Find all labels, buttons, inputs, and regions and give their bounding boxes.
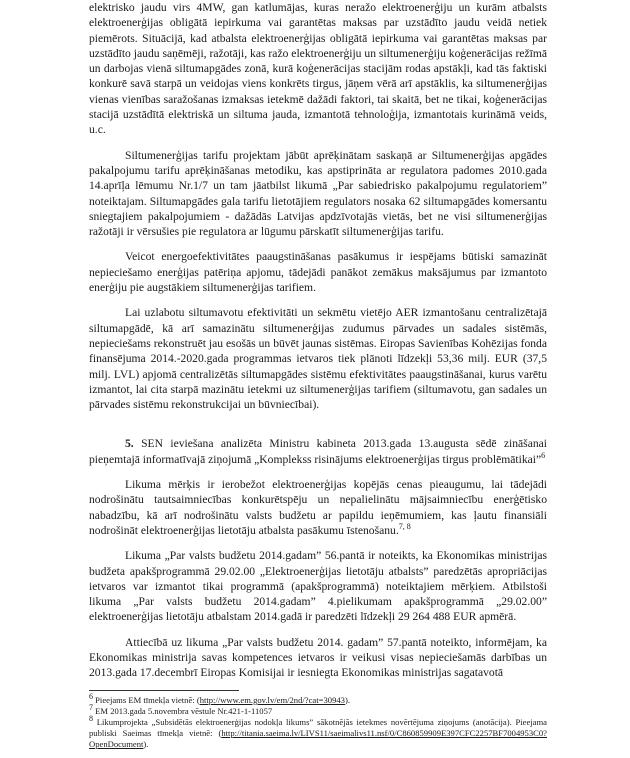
footnote-link[interactable]: http://www.em.gov.lv/em/2nd/?cat=30943 bbox=[199, 695, 345, 705]
footnote-tail: ). bbox=[344, 695, 350, 705]
section-number: 5. bbox=[125, 437, 134, 451]
body-text bbox=[89, 0, 547, 691]
footnote-tail: ). bbox=[143, 739, 149, 749]
footnote-number: 8 bbox=[89, 714, 93, 724]
footnote-6 bbox=[89, 692, 547, 706]
section-5-heading bbox=[89, 436, 547, 467]
paragraph-2: Siltumenerģijas tarifu projektam jābūt aprēķinātam saskaņā ar Siltumenerģijas apgādes pakalpojumu tarifu aprēķināšanas metodiku, kas apstiprināta ar regulatora padomes 2010.gada 14.aprīļa lēmumu Nr.1/7 un tam jāatbilst likumā „Par sabiedrisko pakalpojumu regulatoriem” noteiktajam. Siltumapgādes gala tarifu lietotājiem regulators nosaka 62 siltumapgādes komersantu sniegtajiem pakalpojumiem - dažādās Latvijas apdzīvotajās vietās, bet ne visi siltumenerģijas ražotāji ir vērsušies pie regulatora ar lūgumu pārskatīt siltumenerģijas tarifu. bbox=[89, 148, 547, 239]
footnote-ref-7-8[interactable]: 7, 8 bbox=[398, 522, 411, 532]
paragraph-3: Veicot energoefektivitātes paaugstināšanas pasākumus ir iespējams būtiski samazināt nepieciešamo enerģijas patēriņa apjomu, tādejādi panākot zemākus maksājumus par izmantoto enerģiju pie augstākiem siltumenerģijas tarifiem. bbox=[89, 250, 547, 295]
paragraph-6 bbox=[89, 477, 547, 538]
paragraph-6-text: Likuma mērķis ir ierobežot elektroenerģijas kopējās cenas pieaugumu, lai tādejādi nodrošinātu tautsaimniecības konkurētspēju un nepalielinātu mājsaimniecību enerģētisko nabadzību, kā arī nodrošinātu valsts budžetu ar papildu ieņēmumiem, kas ļautu finansiāli nodrošināt elektroenerģijas lietotāju atbalsta pasākumu īstenošanu. bbox=[89, 478, 547, 537]
paragraph-1: elektrisko jaudu virs 4MW, gan katlumājas, kuras neražo elektroenerģiju un kurām atbalsts elektroenerģijas obligātā iepirkuma vai garantētas maksas par uzstādīto jaudu veidā netiek piemērots. Situācijā, kad atbalsta elektroenerģijas obligātā iepirkuma vai garantētas maksas par uzstādīto jaudu saņēmēji, ražotāji, kas ražo elektroenerģiju un siltumenerģiju koģenerācijas režīmā un darbojas vienā siltumapgādes zonā, kurā koģenerācijas stacijām rodas apstākļi, kad tās faktiski konkurē savā starpā un veidojas viens konkrēts tirgus, jāņem vērā arī apstāklis, ka siltumenerģijas vienas vienības saražošanas izmaksas ietekmē dažādi faktori, tai skaitā, bet ne tikai, koģenerācijas stacijā uzstādītā elektriskā un siltuma jauda, izmantotā tehnoloģija, izmantotais kurināmā veids, u.c. bbox=[89, 1, 547, 137]
footnote-number: 6 bbox=[89, 692, 93, 702]
footnote-8 bbox=[89, 714, 547, 750]
footnote-text: Pieejams EM tīmekļa vietnē: ( bbox=[93, 695, 200, 705]
footnotes bbox=[89, 690, 547, 750]
footnote-text: Likumprojekta „Subsidētās elektroenerģijas nodokļa likums” sākotnējās ietekmes novērtējuma ziņojums (anotācija). Pieejama publiski Saeimas tīmekļa vietnē: ( bbox=[89, 717, 547, 738]
footnote-link[interactable]: http://titania.saeima.lv/LIVS11/saeimalivs11.nsf/0/C860859909E397CFC2257BF7004953C0?OpenDocument bbox=[89, 728, 547, 749]
footnote-ref-6[interactable]: 6 bbox=[541, 450, 546, 460]
sen-abbreviation: SEN bbox=[141, 437, 163, 451]
section-5-text: ieviešana analizēta Ministru kabineta 2013.gada 13.augusta sēdē zināšanai pieņemtajā informatīvajā ziņojumā „Komplekss risinājums elektroenerģijas tirgus problēmātikai” bbox=[89, 437, 548, 466]
footnote-divider bbox=[89, 690, 239, 691]
paragraph-8: Attiecībā uz likuma „Par valsts budžetu 2014. gadam” 57.pantā noteikto, informējam, ka Ekonomikas ministrija savas kompetences ietvaros ir veikusi visas nepieciešamās darbības un 2013.gada 17.decembrī Eiropas Komisijai ir iesniegta Ekonomikas ministrijas sagatavotā bbox=[89, 635, 547, 680]
paragraph-7: Likuma „Par valsts budžetu 2014.gadam” 56.pantā ir noteikts, ka Ekonomikas ministrijas budžeta apakšprogrammā 29.02.00 „Elektroenerģijas lietotāju atbalsts” paredzētās apropriācijas ietvaros var izmantot tikai programmā (apakšprogrammā) noteiktajiem mērķiem. Atbilstoši likuma „Par valsts budžetu 2014.gadam” 4.pielikumam apakšprogrammā „29.02.00” elektroenerģijas lietotāju atbalstam 2014.gadā ir paredzēti līdzekļi 29 264 488 EUR apmērā. bbox=[89, 549, 547, 624]
footnote-number: 7 bbox=[89, 703, 93, 713]
footnote-7 bbox=[89, 703, 547, 717]
paragraph-4: Lai uzlabotu siltumavotu efektivitāti un sekmētu vietējo AER izmantošanu centralizētajā siltumapgādē, kā arī samazinātu siltumenerģijas zudumus pārvades un sadales sistēmās, nepieciešams rekonstruēt jau esošās un būvēt jaunas sistēmas. Eiropas Savienības Kohēzijas fonda finansējuma 2014.-2020.gada programmas ietvaros tiek plānoti līdzekļi 53,36 milj. EUR (37,5 milj. LVL) apjomā centralizētās siltumapgādes sistēmu efektivitātes paaugstināšanai, kurus varētu izmantot, lai cita starpā mazinātu ietekmi uz siltumenerģijas tarifiem (siltumavotu, gan sadales un pārvades sistēmu rekonstrukcijai un būvniecībai). bbox=[89, 306, 547, 412]
footnote-text: EM 2013.gada 5.novembra vēstule Nr.421-1-11057 bbox=[93, 706, 273, 716]
